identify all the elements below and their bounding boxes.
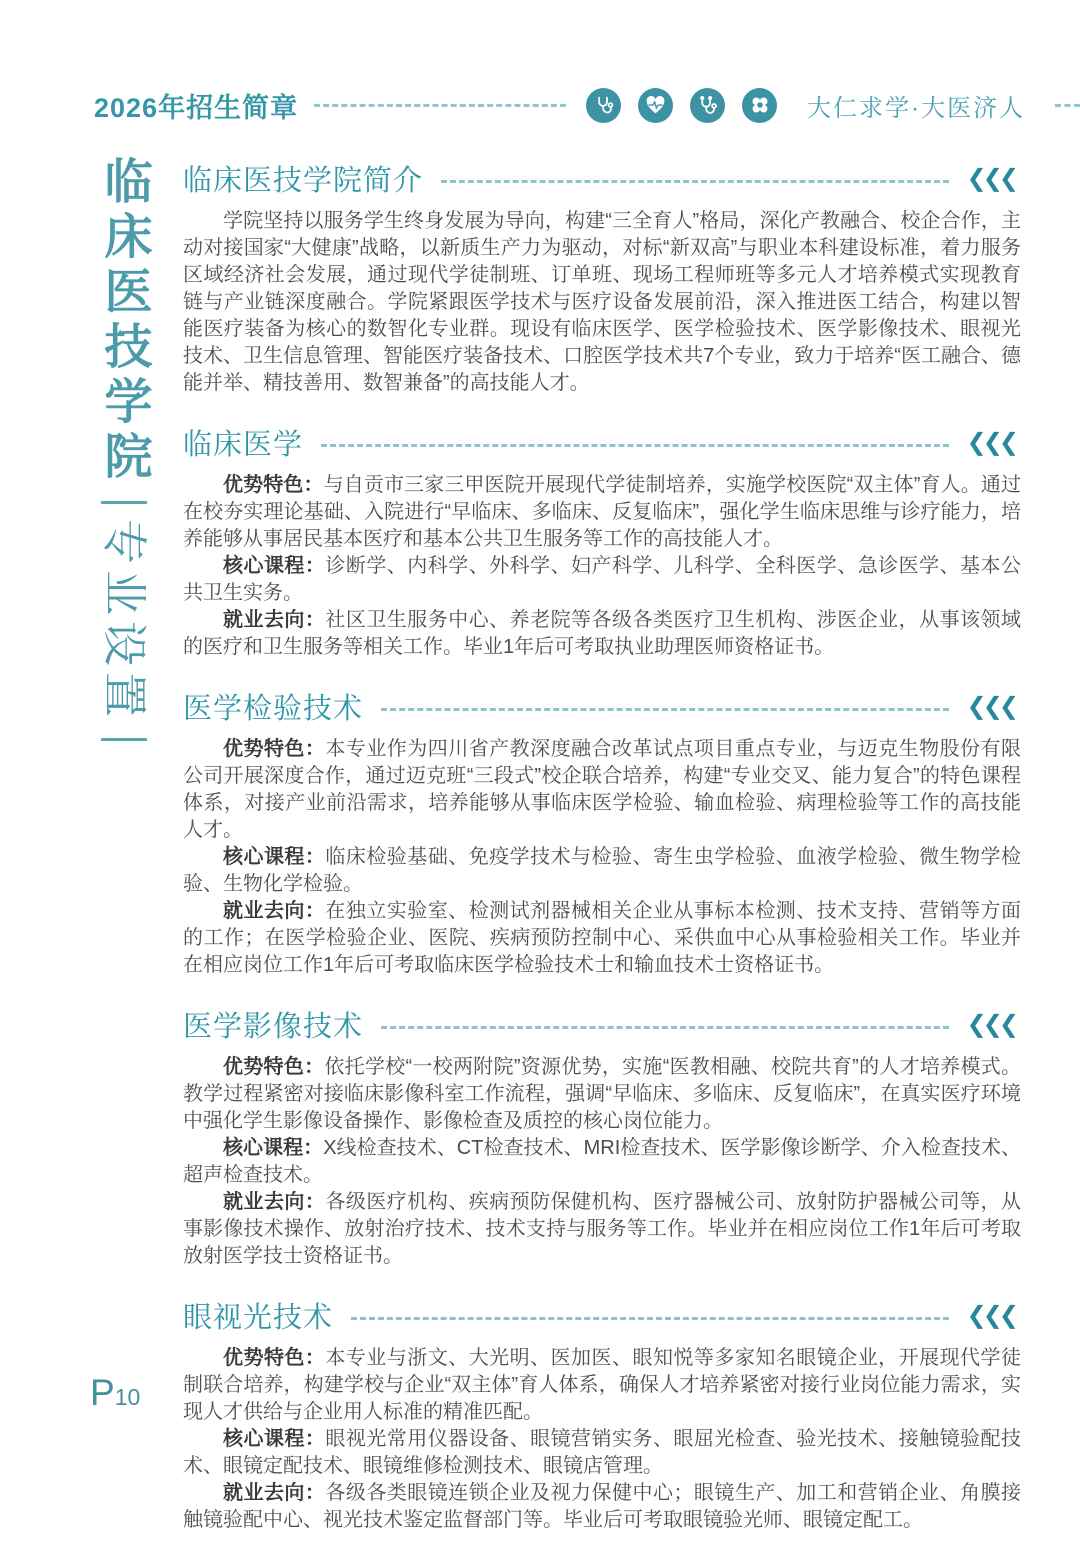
main-content [183, 158, 1021, 1559]
section-label-vertical: 专业设置 [99, 519, 150, 724]
paragraph-label: 就业去向： [223, 609, 326, 631]
feature-paragraph [183, 472, 1021, 553]
courses-paragraph [183, 1135, 1021, 1189]
sidebar-divider-top [101, 501, 147, 504]
stethoscope-round-icon [690, 88, 725, 123]
section-heading [183, 422, 1021, 463]
page-number [90, 1372, 140, 1414]
courses-paragraph [183, 1426, 1021, 1480]
clover-cross-icon [742, 88, 777, 123]
page-number-value: 10 [114, 1384, 141, 1410]
paragraph-text: 与自贡市三家三甲医院开展现代学徒制培养，实施学校医院“双主体”育人。通过在校夯实理论基础、入院进行“早临床、多临床、反复临床”，强化学生临床思维与诊疗能力，培养能够从事居民基本医疗和基本公共卫生服务等工作的高技能人才。 [183, 474, 1022, 550]
section-optometry-tech [183, 1295, 1021, 1534]
header-dashed-divider [314, 104, 566, 107]
intro-paragraph: 学院坚持以服务学生终身发展为导向，构建“三全育人”格局，深化产教融合、校企合作，主动对接国家“大健康”战略，以新质生产力为驱动，对标“新双高”与职业本科建设标准，着力服务区域经济社会发展，通过现代学徒制班、订单班、现场工程师班等多元人才培养模式实现教育链与产业链深度融合。学院紧跟医学技术与医疗设备发展前沿，深入推进医工结合，构建以智能医疗装备为核心的数智化专业群。现设有临床医学、医学检验技术、医学影像技术、眼视光技术、卫生信息管理、智能医疗装备技术、口腔医学技术共7个专业，致力于培养“医工融合、德能并举、精技善用、数智兼备”的高技能人才。 [183, 210, 1021, 394]
section-title: 临床医技学院简介 [183, 165, 424, 197]
paragraph-text: 诊断学、内科学、外科学、妇产科学、儿科学、全科医学、急诊医学、基本公共卫生实务。 [183, 555, 1022, 604]
sidebar-divider-bottom [101, 738, 147, 741]
college-name-vertical: 临床医技学院 [96, 156, 152, 486]
heart-pulse-icon [638, 88, 673, 123]
careers-paragraph [183, 607, 1021, 661]
careers-paragraph [183, 898, 1021, 979]
section-title: 医学影像技术 [183, 1011, 364, 1043]
section-college-intro [183, 158, 1021, 397]
section-title: 医学检验技术 [183, 693, 364, 725]
paragraph-text: X线检查技术、CT检查技术、MRI检查技术、医学影像诊断学、介入检查技术、超声检查技术。 [183, 1137, 1022, 1186]
chevron-left-icon: ❮❮❮ [966, 1302, 1015, 1329]
paragraph-label: 核心课程： [223, 1137, 324, 1159]
chevron-left-icon: ❮❮❮ [966, 165, 1015, 192]
paragraph-label: 核心课程： [223, 555, 326, 577]
paragraph-text: 依托学校“一校两附院”资源优势，实施“医教相融、校院共育”的人才培养模式。教学过程紧密对接临床影像科室工作流程，强调“早临床、多临床、反复临床”，在真实医疗环境中强化学生影像设备操作、影像检查及质控的核心岗位能力。 [183, 1056, 1022, 1132]
paragraph-text: 本专业与浙文、大光明、医加医、眼知悦等多家知名眼镜企业，开展现代学徒制联合培养，构建学校与企业“双主体”育人体系，确保人才培养紧密对接行业岗位能力需求，实现人才供给与企业用人标准的精准匹配。 [183, 1347, 1022, 1423]
courses-paragraph [183, 844, 1021, 898]
paragraph-label: 核心课程： [223, 846, 326, 868]
section-dashed-rule [351, 1317, 949, 1320]
chevron-left-icon: ❮❮❮ [966, 693, 1015, 720]
page-header [94, 84, 1080, 126]
paragraph-text: 社区卫生服务中心、养老院等各级各类医疗卫生机构、涉医企业，从事该领域的医疗和卫生服务等相关工作。毕业1年后可考取执业助理医师资格证书。 [183, 609, 1022, 658]
sidebar [82, 156, 166, 756]
section-heading [183, 1004, 1021, 1045]
section-title: 眼视光技术 [183, 1302, 334, 1334]
feature-paragraph [183, 1054, 1021, 1135]
paragraph-label: 优势特色： [223, 474, 324, 496]
chevron-left-icon: ❮❮❮ [966, 1011, 1015, 1038]
careers-paragraph [183, 1480, 1021, 1534]
paragraph-text: 本专业作为四川省产教深度融合改革试点项目重点专业，与迈克生物股份有限公司开展深度合作，通过迈克班“三段式”校企联合培养，构建“专业交叉、能力复合”的特色课程体系，对接产业前沿需求，培养能够从事临床医学检验、输血检验、病理检验等工作的高技能人才。 [183, 738, 1022, 841]
feature-paragraph [183, 1345, 1021, 1426]
paragraph-label: 就业去向： [223, 900, 326, 922]
paragraph-label: 核心课程： [223, 1428, 326, 1450]
paragraph-text: 各级医疗机构、疾病预防保健机构、医疗器械公司、放射防护器械公司等，从事影像技术操作、放射治疗技术、技术支持与服务等工作。毕业并在相应岗位工作1年后可考取放射医学技士资格证书。 [183, 1191, 1022, 1267]
section-heading [183, 1295, 1021, 1336]
paragraph-text: 临床检验基础、免疫学技术与检验、寄生虫学检验、血液学检验、微生物学检验、生物化学检验。 [183, 846, 1022, 895]
section-heading [183, 686, 1021, 727]
section-medical-lab-tech [183, 686, 1021, 979]
paragraph-text: 各级各类眼镜连锁企业及视力保健中心；眼镜生产、加工和营销企业、角膜接触镜验配中心、视光技术鉴定监督部门等。毕业后可考取眼镜验光师、眼镜定配工。 [183, 1482, 1022, 1531]
section-dashed-rule [381, 708, 949, 711]
paragraph-text: 眼视光常用仪器设备、眼镜营销实务、眼屈光检查、验光技术、接触镜验配技术、眼镜定配技术、眼镜维修检测技术、眼镜店管理。 [183, 1428, 1022, 1477]
header-icon-row [586, 88, 777, 123]
paragraph-label: 优势特色： [223, 1347, 326, 1369]
paragraph-label: 就业去向： [223, 1482, 326, 1504]
chevron-left-icon: ❮❮❮ [966, 429, 1015, 456]
section-dashed-rule [381, 1026, 949, 1029]
section-clinical-medicine [183, 422, 1021, 661]
section-heading [183, 158, 1021, 199]
section-title: 临床医学 [183, 429, 304, 461]
school-motto: 大仁求学·大医济人 [807, 94, 1026, 122]
brochure-title: 2026年招生简章 [94, 92, 299, 123]
courses-paragraph [183, 553, 1021, 607]
paragraph-label: 就业去向： [223, 1191, 326, 1213]
feature-paragraph [183, 736, 1021, 844]
paragraph-label: 优势特色： [223, 738, 326, 760]
paragraph-text: 在独立实验室、检测试剂器械相关企业从事标本检测、技术支持、营销等方面的工作；在医学检验企业、医院、疾病预防控制中心、采供血中心从事检验相关工作。毕业并在相应岗位工作1年后可考取临床医学检验技术士和输血技术士资格证书。 [183, 900, 1022, 976]
section-dashed-rule [441, 180, 949, 183]
stethoscope-icon [586, 88, 621, 123]
paragraph-label: 优势特色： [223, 1056, 325, 1078]
header-dashed-divider-right [1055, 104, 1080, 107]
section-medical-imaging-tech [183, 1004, 1021, 1270]
section-dashed-rule [321, 444, 949, 447]
careers-paragraph [183, 1189, 1021, 1270]
page-number-prefix: P [90, 1372, 115, 1413]
